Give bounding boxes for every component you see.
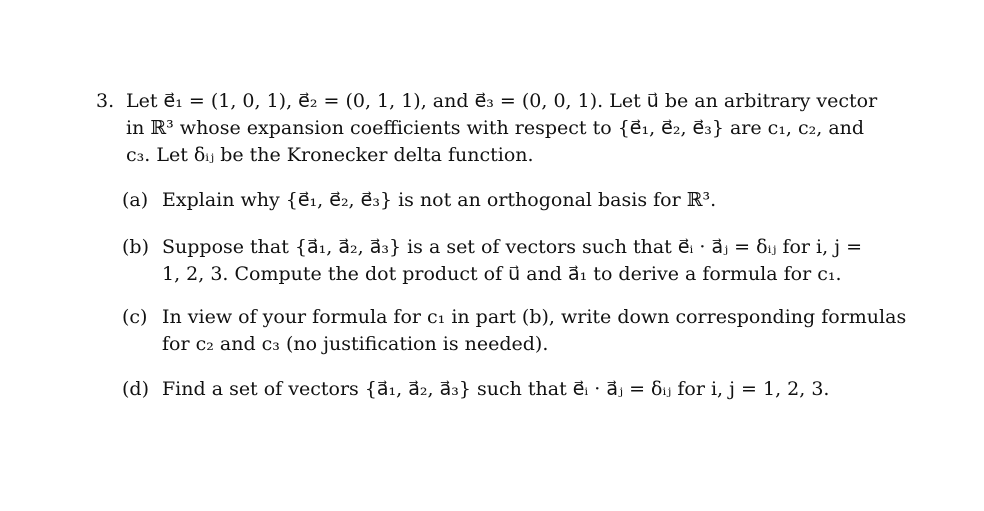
part-c-line-1: In view of your formula for c₁ in part (b), write down corresponding formulas (162, 306, 907, 328)
part-d (122, 376, 896, 403)
part-b-line-1: Suppose that {a⃗₁, a⃗₂, a⃗₃} is a set of vectors such that e⃗ᵢ · a⃗ⱼ = δᵢⱼ for i, j = (162, 236, 863, 258)
part-c-label: (c) (122, 306, 148, 328)
part-b (122, 234, 896, 288)
part-c-line-2: for c₂ and c₃ (no justification is needed). (162, 333, 549, 355)
part-a (122, 187, 896, 214)
statement-text-1: Let e⃗₁ = (1, 0, 1), e⃗₂ = (0, 1, 1), and e⃗₃ = (0, 0, 1). Let u⃗ be an arbitrary vector (126, 90, 878, 112)
statement-line-2: in ℝ³ whose expansion coefficients with respect to {e⃗₁, e⃗₂, e⃗₃} are c₁, c₂, and (126, 117, 865, 139)
statement-line-1 (96, 88, 896, 115)
part-c (122, 304, 907, 358)
problem-statement (96, 88, 896, 169)
problem-3 (96, 88, 907, 403)
part-a-line-1: Explain why {e⃗₁, e⃗₂, e⃗₃} is not an orthogonal basis for ℝ³. (162, 189, 717, 211)
part-a-label: (a) (122, 189, 149, 211)
part-b-label: (b) (122, 236, 149, 258)
part-d-label: (d) (122, 378, 149, 400)
problem-number: 3. (96, 90, 115, 112)
part-b-line-2: 1, 2, 3. Compute the dot product of u⃗ and a⃗₁ to derive a formula for c₁. (162, 263, 842, 285)
statement-line-3: c₃. Let δᵢⱼ be the Kronecker delta function. (126, 144, 534, 166)
part-d-line-1: Find a set of vectors {a⃗₁, a⃗₂, a⃗₃} such that e⃗ᵢ · a⃗ⱼ = δᵢⱼ for i, j = 1, 2, 3. (162, 378, 830, 400)
